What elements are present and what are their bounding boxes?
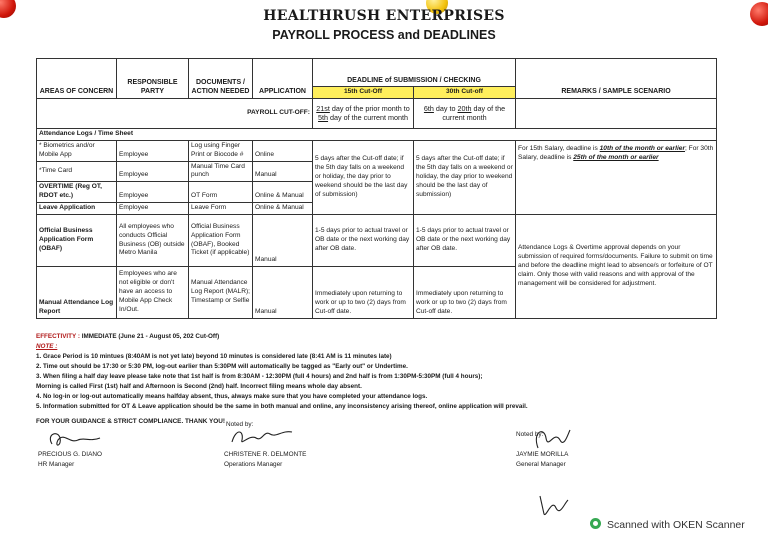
note-item: 4. No log-in or log-out automatically means halfday absent, thus, always make sure that you have completed your attendance logs. <box>36 393 428 401</box>
note-item: 5. Information submitted for OT & Leave application should be the same in both manual and online, any inconsistency arising thereof, online application will prevail. <box>36 403 528 411</box>
payroll-cutoff-label: PAYROLL CUT-OFF: <box>37 98 313 128</box>
table-row: Leave Application Employee Leave Form Online & Manual <box>37 203 717 215</box>
note-item: 2. Time out should be 17:30 or 5:30 PM, log-out earlier than 5:30PM will automatically be tagged as "Early out" or Undertime. <box>36 363 408 371</box>
table-row: *Time Card Employee Manual Time Card punch Manual <box>37 161 717 182</box>
note-item: 1. Grace Period is 10 mintues (8:40AM is not yet late) beyond 10 minutes is considered late (8:41 AM is 11 minutes late) <box>36 353 392 361</box>
scanner-logo-icon <box>590 518 601 529</box>
guidance-text: FOR YOUR GUIDANCE & STRICT COMPLIANCE. THANK YOU! <box>36 418 226 425</box>
header-30th-cutoff: 30th Cut-off <box>414 87 516 99</box>
deadline-30-obaf: 1-5 days prior to actual travel or OB date or the next working day after OB date. <box>414 215 516 267</box>
deadline-30-logs: 5 days after the Cut-off date; if the 5th day falls on a weekend or holiday, the day prior to weekend should be the last day of submission) <box>414 140 516 214</box>
table-row: OVERTIME (Reg OT, RDOT etc.) Employee OT Form Online & Manual <box>37 182 717 203</box>
signature-initials <box>532 490 572 520</box>
header-party: RESPONSIBLE PARTY <box>117 59 189 99</box>
note-heading: NOTE : <box>36 343 58 351</box>
remarks-approval: Attendance Logs & Overtime approval depends on your submission of required forms/documents. Failure to submit on time and before the deadline might lead to absence/s or forfeiture of OT claim. Only those with valid reasons and with approval of the management will be considered for adjustment. <box>516 215 717 319</box>
signature-operations-manager <box>226 424 296 450</box>
signature-block-ops: CHRISTENE R. DELMONTE Operations Manager <box>224 451 307 468</box>
header-application: APPLICATION <box>253 59 313 99</box>
cutoff-30-range: 6th day to 20th day of the current month <box>414 98 516 128</box>
page-title: PAYROLL PROCESS and DEADLINES <box>272 28 496 42</box>
payroll-table <box>36 58 717 319</box>
signature-block-hr: PRECIOUS G. DIANO HR Manager <box>38 451 102 468</box>
notes-section <box>36 332 736 413</box>
deadline-15-logs: 5 days after the Cut-off date; if the 5th day falls on a weekend or holiday, the day prior to weekend should be the last day of submission) <box>313 140 414 214</box>
signature-block-gm: JAYMIE MORILLA General Manager <box>516 451 569 468</box>
deadline-30-malr: Immediately upon returning to work or up to two (2) days from Cut-off date. <box>414 267 516 319</box>
header-15th-cutoff: 15th Cut-Off <box>313 87 414 99</box>
signature-hr-manager <box>44 428 104 450</box>
table-row: * Biometrics and/or Mobile App Employee Log using Finger Print or Biocode # Online 5 days after the Cut-off date; if the 5th day falls on a weekend or holiday, the day prior to weekend should be the last day of submission) 5 days after the Cut-off date; if the 5th day falls on a weekend or holiday, the day prior to weekend should be the last day of submission) For 15th Salary, deadline is 10th of the month or earlier; For 30th Salary, deadline is 25th of the month or earlier <box>37 140 717 161</box>
header-remarks: REMARKS / SAMPLE SCENARIO <box>516 59 717 99</box>
table-row: Official Business Application Form (OBAF) All employees who conducts Official Business (OB) outside Metro Manila Official Business Application Form (OBAF), Booked Ticket (if applicable) Manual 1-5 days prior to actual travel or OB date or the next working day after OB date. 1-5 days prior to actual travel or OB date or the next working day after OB date. Attendance Logs & Overtime approval depends on your submission of required forms/documents. Failure to submit on time and before the deadline might lead to absence/s or forfeiture of OT claim. Only those with valid reasons and with approval of the management will be considered for adjustment. <box>37 215 717 267</box>
deadline-15-malr: Immediately upon returning to work or up to two (2) days from Cut-off date. <box>313 267 414 319</box>
noted-by-label: Noted by: <box>516 431 544 438</box>
remarks-deadline: For 15th Salary, deadline is 10th of the month or earlier; For 30th Salary, deadline is 25th of the month or earlier <box>516 140 717 214</box>
section-attendance: Attendance Logs / Time Sheet <box>37 128 717 140</box>
note-item: 3. When filing a half day leave please take note that 1st half is from 8:30AM - 12:30PM (full 4 hours) and 2nd half is from 1:30PM-5:30PM (full 4 hours); <box>36 373 483 381</box>
header-docs: DOCUMENTS / ACTION NEEDED <box>189 59 253 99</box>
table-row: Manual Attendance Log Report Employees who are not eligible or don't have an access to Mobile App Check In/Out. Manual Attendance Log Report (MALR); Timestamp or Selfie Manual Immediately upon returning to work or up to two (2) days from Cut-off date. Immediately upon returning to work or up to two (2) days from Cut-off date. <box>37 267 717 319</box>
company-name: HEALTHRUSH ENTERPRISES <box>263 8 505 24</box>
noted-by-label: Noted by: <box>226 421 254 428</box>
cutoff-15-range: 21st day of the prior month to 5th day of the current month <box>313 98 414 128</box>
scanner-watermark: Scanned with OKEN Scanner <box>590 518 745 531</box>
header-areas: AREAS OF CONCERN <box>37 59 117 99</box>
note-item: Morning is called First (1st) half and Afternoon is Second (2nd) half. Incorrect filing means whole day absent. <box>36 383 362 391</box>
effectivity: EFFECTIVITY : IMMEDIATE (June 21 - August 05, 202 Cut-Off) <box>36 333 220 340</box>
deadline-15-obaf: 1-5 days prior to actual travel or OB date or the next working day after OB date. <box>313 215 414 267</box>
header-deadline: DEADLINE of SUBMISSION / CHECKING <box>313 59 516 87</box>
